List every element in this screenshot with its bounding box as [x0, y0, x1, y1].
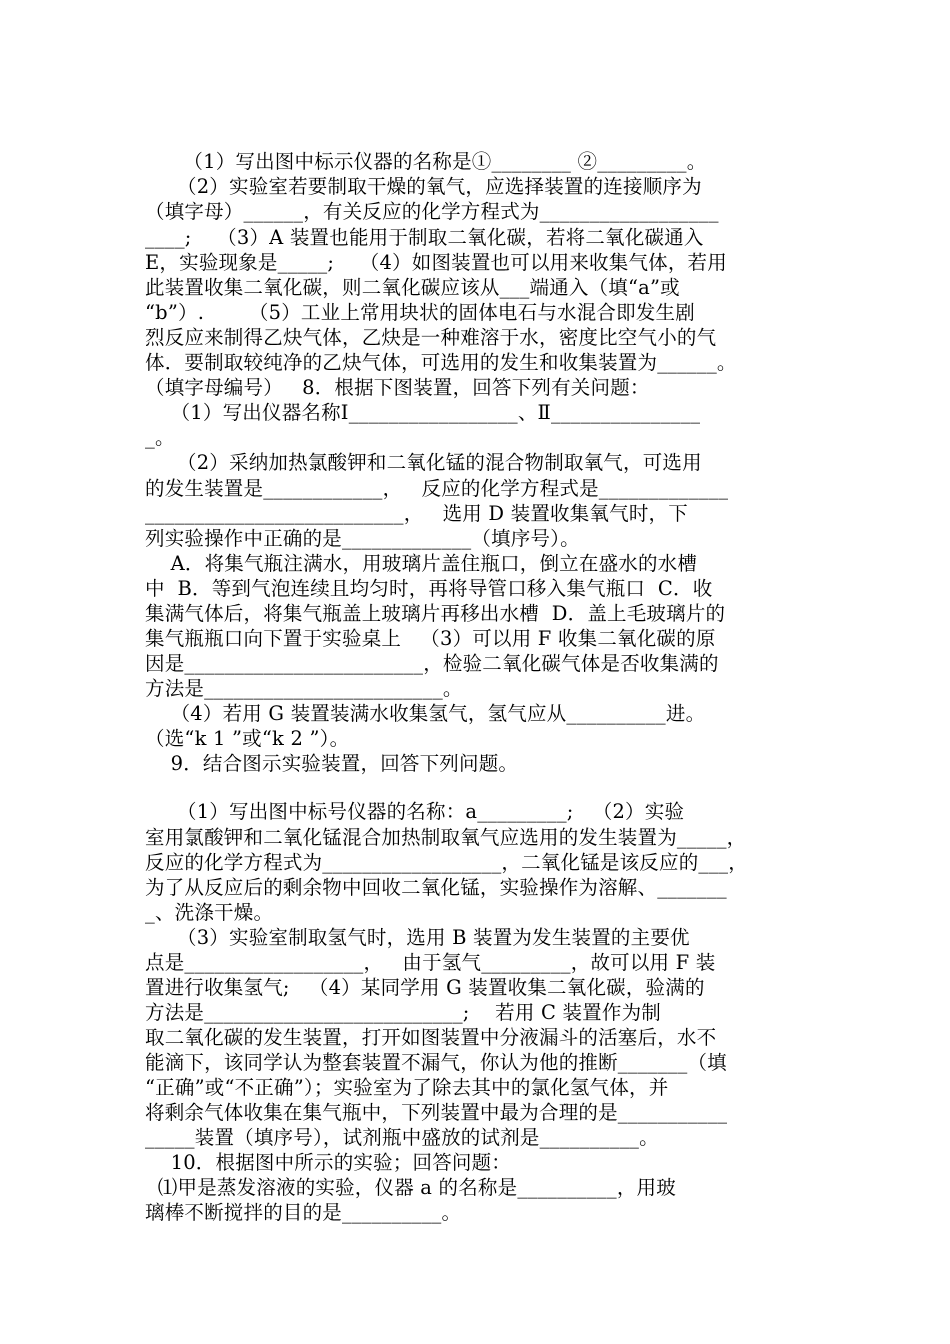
text-line: A．将集气瓶注满水，用玻璃片盖住瓶口，倒立在盛水的水槽 — [145, 552, 698, 575]
text-line: _。 — [145, 426, 175, 449]
text-line: __________________________， 选用 D 装置收集氧气时，下 — [145, 502, 688, 525]
text-line: （2）实验室若要制取干燥的氧气，应选择装置的连接顺序为 — [145, 175, 702, 198]
text-line: “b”）. （5）工业上常用块状的固体电石与水混合即发生剧 — [145, 301, 695, 324]
text-line: （2）采纳加热氯酸钾和二氧化锰的混合物制取氧气，可选用 — [145, 451, 702, 474]
text-line: （选“k 1 ”或“k 2 ”）。 — [145, 727, 350, 750]
text-line: 室用氯酸钾和二氧化锰混合加热制取氧气应选用的发生装置为_____， — [145, 826, 747, 849]
text-line: 的发生装置是____________， 反应的化学方程式是_____________ — [145, 477, 729, 500]
text-line: （1）写出仪器名称Ⅰ_________________、Ⅱ_______________ — [145, 401, 701, 424]
text-line: 点是__________________， 由于氢气_________，故可以用 F 装 — [145, 951, 716, 974]
text-line: 反应的化学方程式为__________________，二氧化锰是该反应的___， — [145, 851, 748, 874]
text-line: 置进行收集氢气; （4）某同学用 G 装置收集二氧化碳，验满的 — [145, 976, 705, 999]
text-line: 9．结合图示实验装置，回答下列问题。 — [145, 752, 519, 775]
text-line: _____装置（填序号），试剂瓶中盛放的试剂是__________。 — [145, 1126, 659, 1149]
text-line: 此装置收集二氧化碳，则二氧化碳应该从___端通入（填“a”或 — [145, 276, 680, 299]
text-line: 中 B．等到气泡连续且均匀时，再将导管口移入集气瓶口 C．收 — [145, 577, 713, 600]
text-line: 为了从反应后的剩余物中回收二氧化锰，实验操作为溶解、_______ — [145, 876, 727, 899]
text-line: 列实验操作中正确的是_____________（填序号）。 — [145, 527, 580, 550]
text-line: （填字母编号） 8．根据下图装置，回答下列有关问题： — [145, 376, 650, 399]
text-line: 集气瓶瓶口向下置于实验桌上 （3）可以用 F 收集二氧化碳的原 — [145, 627, 716, 650]
text-line: 璃棒不断搅拌的目的是__________。 — [145, 1201, 462, 1224]
text-line: 能滴下，该同学认为整套装置不漏气，你认为他的推断_______（填 — [145, 1051, 727, 1074]
text-line: （4）若用 G 装置装满水收集氢气，氢气应从__________进。 — [145, 702, 706, 725]
text-line: 烈反应来制得乙炔气体，乙炔是一种难溶于水，密度比空气小的气 — [145, 326, 717, 349]
text-line: _、洗涤干燥。 — [145, 901, 274, 924]
text-line: （1）写出图中标号仪器的名称：a_________; （2）实验 — [145, 800, 685, 823]
text-line: 方法是________________________。 — [145, 677, 463, 700]
text-line: ____; （3）A 装置也能用于制取二氧化碳，若将二氧化碳通入 — [145, 226, 704, 249]
text-line: 方法是__________________________; 若用 C 装置作为制 — [145, 1001, 661, 1024]
text-line: ⑴甲是蒸发溶液的实验，仪器 a 的名称是__________，用玻 — [145, 1176, 676, 1199]
text-line: 将剩余气体收集在集气瓶中，下列装置中最为合理的是___________ — [145, 1101, 728, 1124]
text-line: 10．根据图中所示的实验；回答问题： — [145, 1151, 512, 1174]
text-line: （3）实验室制取氢气时，选用 B 装置为发生装置的主要优 — [145, 926, 690, 949]
text-line: （填字母）______，有关反应的化学方程式为__________________ — [145, 200, 719, 223]
text-line: E，实验现象是_____; （4）如图装置也可以用来收集气体，若用 — [145, 251, 727, 274]
text-line: （1）写出图中标示仪器的名称是①________ ②_________。 — [145, 150, 707, 173]
text-line: “正确”或“不正确”）；实验室为了除去其中的氯化氢气体，并 — [145, 1076, 669, 1099]
text-line: 取二氧化碳的发生装置，打开如图装置中分液漏斗的活塞后，水不 — [145, 1026, 717, 1049]
text-line: 集满气体后，将集气瓶盖上玻璃片再移出水槽 D．盖上毛玻璃片的 — [145, 602, 726, 625]
text-line: 因是________________________，检验二氧化碳气体是否收集满的 — [145, 652, 719, 675]
text-line: 体．要制取较纯净的乙炔气体，可选用的发生和收集装置为______。 — [145, 351, 737, 374]
